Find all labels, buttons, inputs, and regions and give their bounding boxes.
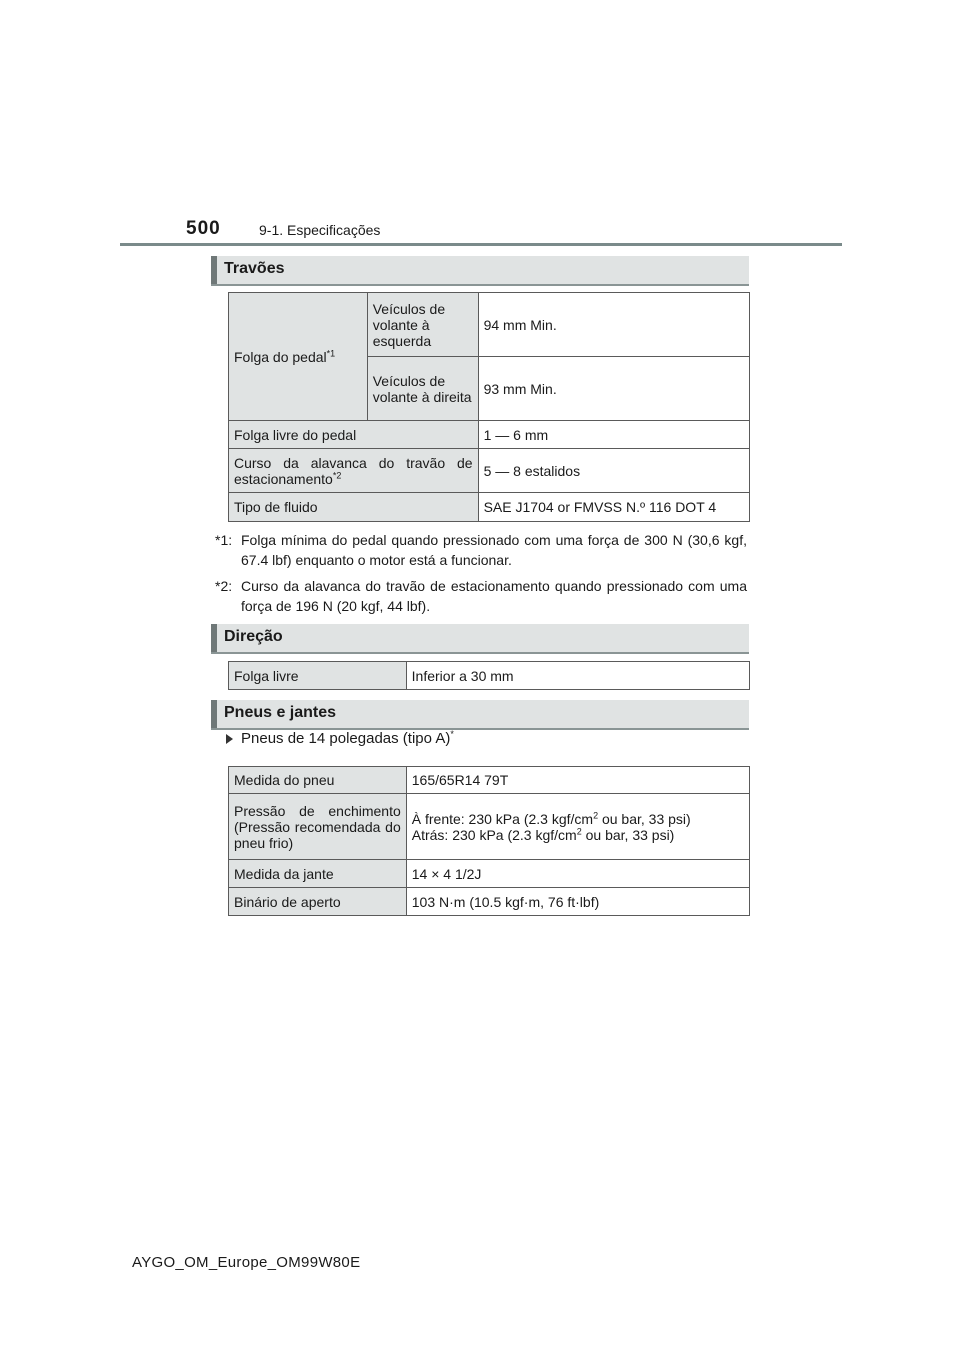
- steering-free-play-label: Folga livre: [229, 662, 407, 690]
- footnote-1: [215, 530, 747, 570]
- section-header-bar: [211, 624, 217, 652]
- section-header-title: Pneus e jantes: [224, 704, 337, 721]
- front-pressure: À frente: 230 kPa (2.3 kgf/$cm^2$ ou bar, 33 psi): [411, 809, 691, 827]
- fluid-type-value: SAE J1704 or FMVSS N.º 116 DOT 4: [478, 493, 749, 522]
- tires-table: [228, 766, 750, 916]
- free-play-label: Folga livre do pedal: [229, 421, 479, 449]
- table-row: [229, 449, 750, 493]
- torque-label: Binário de aperto: [229, 888, 407, 916]
- wheel-size-value: 14 × 4 1/2J: [406, 860, 749, 888]
- fluid-type-label: Tipo de fluido: [229, 493, 479, 522]
- header-rule: [120, 243, 842, 246]
- section-header-bar: [211, 256, 217, 284]
- parking-brake-travel-label: Curso da alavanca do travão de estacionamento$^{*2}$: [229, 449, 479, 493]
- torque-value: 103 N·m (10.5 kgf·m, 76 ft·lbf): [406, 888, 749, 916]
- inflation-pressure-value: [406, 794, 749, 860]
- footnote-text: Folga mínima do pedal quando pressionado com uma força de 300 N (30,6 kgf, 67.4 lbf) enquanto o motor está a funcionar.: [241, 532, 747, 568]
- rhd-value: 93 mm Min.: [478, 357, 749, 421]
- section-header-title: Direção: [224, 628, 283, 645]
- table-row: [229, 421, 750, 449]
- section-header-title: Travões: [224, 260, 285, 277]
- brakes-table: [228, 292, 750, 522]
- inflation-pressure-label: Pressão de enchimento (Pressão recomendada do pneu frio): [229, 794, 407, 860]
- free-play-value: 1 — 6 mm: [478, 421, 749, 449]
- section-header-pneus: [211, 700, 749, 730]
- table-row: [229, 794, 750, 860]
- section-header-direcao: [211, 624, 749, 654]
- footnote-mark: *1:: [215, 532, 233, 548]
- tire-size-label: Medida do pneu: [229, 767, 407, 794]
- page-number: 500: [186, 218, 221, 239]
- pedal-clearance-label: Folga do pedal$^{*1}$: [229, 293, 368, 421]
- table-row: [229, 662, 750, 690]
- parking-brake-travel-value: 5 — 8 estalidos: [478, 449, 749, 493]
- footnote-mark: *2:: [215, 578, 233, 594]
- section-title: 9-1. Especificações: [259, 222, 381, 238]
- footnote-text: Curso da alavanca do travão de estacionamento quando pressionado com uma força de 196 N (20 kgf, 44 lbf).: [241, 578, 747, 614]
- footnote-ref: *1: [326, 347, 336, 358]
- lhd-value: 94 mm Min.: [478, 293, 749, 357]
- footnote-ref: *2: [332, 469, 342, 480]
- section-header-travoes: [211, 256, 749, 286]
- steering-table: [228, 661, 750, 690]
- table-row: [229, 493, 750, 522]
- table-row: [229, 293, 750, 357]
- steering-free-play-value: Inferior a 30 mm: [406, 662, 749, 690]
- rear-pressure: Atrás: 230 kPa (2.3 kgf/$cm^2$ ou bar, 33 psi): [411, 825, 675, 843]
- section-header-bar: [211, 700, 217, 728]
- tire-type-heading: Pneus de 14 polegadas (tipo A)*: [226, 730, 454, 747]
- triangle-bullet-icon: [226, 734, 233, 744]
- table-row: [229, 860, 750, 888]
- footnote-ref: *: [450, 729, 454, 739]
- table-row: [229, 888, 750, 916]
- document-id: AYGO_OM_Europe_OM99W80E: [132, 1254, 361, 1271]
- table-row: [229, 767, 750, 794]
- rhd-label: Veículos de volante à direita: [367, 357, 478, 421]
- footnote-2: [215, 576, 747, 616]
- wheel-size-label: Medida da jante: [229, 860, 407, 888]
- tire-size-value: 165/65R14 79T: [406, 767, 749, 794]
- lhd-label: Veículos de volante à esquerda: [367, 293, 478, 357]
